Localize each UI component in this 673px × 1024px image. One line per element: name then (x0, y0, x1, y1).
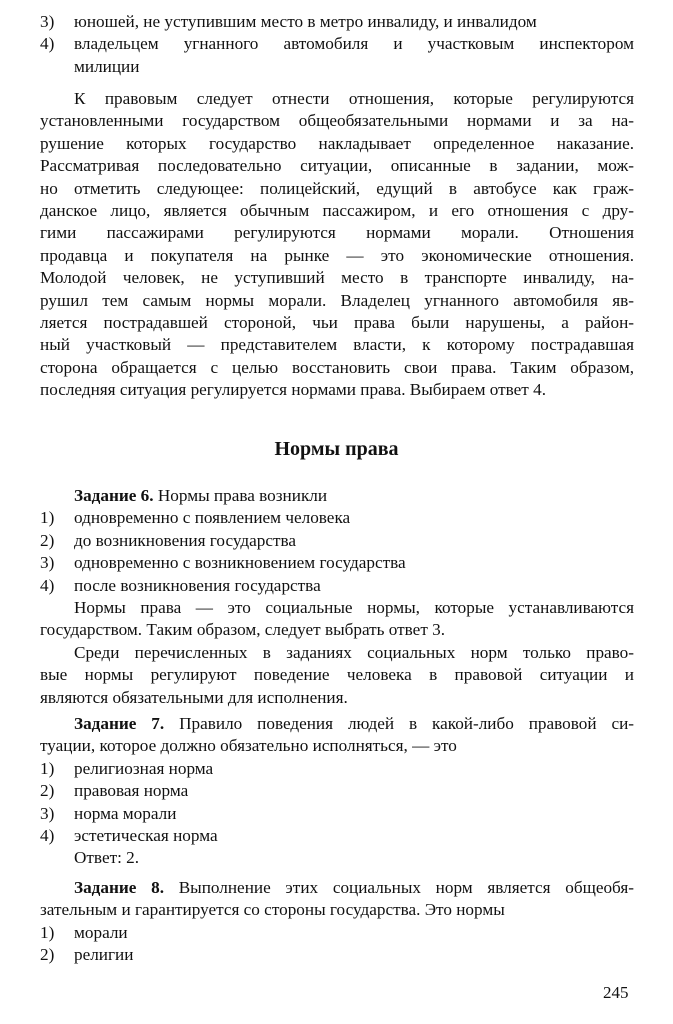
text-line: рушение которых государство накладывает определенное наказание. (40, 133, 634, 153)
section-title: Нормы права (274, 438, 399, 460)
text-line: гими пассажирами регулируются нормами морали. Отношения (40, 223, 634, 243)
text-line: Нормы права — это социальные нормы, которые устанавливаются (74, 597, 634, 617)
text-line: государством. Таким образом, следует выбрать ответ 3. (40, 620, 446, 640)
option-number: 2) (40, 945, 55, 965)
task-7-label: Задание 7. (74, 714, 165, 733)
option-number: 4) (40, 825, 55, 845)
task-6-label: Задание 6. (74, 486, 154, 505)
option-text: религии (74, 945, 134, 965)
task-6-question: Задание 6. Нормы права возникли (74, 486, 328, 505)
option-number: 2) (40, 781, 55, 801)
option-2 (40, 780, 634, 802)
task-7 (40, 713, 634, 870)
option-text: религиозная норма (74, 758, 214, 778)
option-4 (40, 575, 634, 597)
option-text: норма морали (74, 803, 177, 823)
option-number: 2) (40, 530, 55, 550)
option-text: правовая норма (74, 781, 189, 801)
option-number: 4) (40, 575, 55, 595)
text-line: вые нормы регулируют поведение человека в правовой ситуации и (40, 665, 634, 685)
option-1 (40, 922, 634, 944)
option-text: одновременно с появлением человека (74, 508, 351, 528)
text-line: рушил тем самым нормы морали. Владелец угнанного автомобиля яв- (40, 290, 634, 310)
option-3 (40, 552, 634, 574)
text-line: являются обязательными для исполнения. (40, 687, 348, 707)
option-text: эстетическая норма (74, 825, 218, 845)
option-text: до возникновения государства (74, 530, 296, 550)
text-line: но отметить следующее: полицейский, едущий в автобусе как граж- (40, 178, 634, 198)
option-3: 3) юношей, не уступившим место в метро инвалиду, и инвалидом (40, 12, 537, 31)
option-text: морали (74, 922, 128, 942)
task-8-question-cont: зательным и гарантируется со стороны государства. Это нормы (40, 900, 505, 920)
option-number: 3) (40, 803, 55, 823)
text-line: Среди перечисленных в заданиях социальных норм только право- (74, 642, 634, 662)
task-7-answer: Ответ: 2. (74, 848, 140, 868)
text-line: данское лицо, является обычным пассажиром, и его отношения с дру- (40, 200, 634, 220)
text-line: последняя ситуация регулируется нормами права. Выбираем ответ 4. (40, 380, 546, 400)
text-line: Рассматривая последовательно ситуации, описанные в задании, мож- (40, 156, 634, 176)
previous-task-options (40, 11, 634, 78)
page-number: 245 (603, 983, 629, 1002)
text-line: ляется пострадавшей стороной, чьи права были нарушены, а район- (40, 312, 634, 332)
option-4-continuation: милиции (74, 56, 140, 76)
task-8 (40, 877, 634, 967)
task-7-question: Задание 7. Правило поведения людей в какой-либо правовой си- (74, 714, 634, 733)
task-6 (40, 485, 634, 709)
option-4 (40, 825, 634, 847)
text-line: К правовым следует отнести отношения, которые регулируются (74, 89, 634, 108)
text-line: установленными государством общеобязательными нормами и за на- (40, 111, 634, 131)
text-line: ный участковый — представителем власти, к которому пострадавшая (40, 335, 634, 355)
option-number: 1) (40, 508, 55, 528)
option-4: 4) владельцем угнанного автомобиля и участковым инспектором (40, 34, 634, 54)
text-line: сторона обращается с целью восстановить свои права. Таким образом, (40, 357, 634, 377)
task-7-question-cont: туации, которое должно обязательно исполняться, — это (40, 736, 457, 756)
task-8-question: Задание 8. Выполнение этих социальных норм является общеобя- (74, 878, 635, 897)
option-2 (40, 530, 634, 552)
option-2 (40, 944, 634, 966)
option-1 (40, 758, 634, 780)
option-text: после возникновения государства (74, 575, 321, 595)
option-3 (40, 803, 634, 825)
text-line: Молодой человек, не уступивший место в транспорте инвалиду, на- (40, 268, 634, 288)
option-1 (40, 507, 634, 529)
text-line: продавца и покупателя на рынке — это экономические отношения. (40, 245, 634, 265)
option-number: 3) (40, 553, 55, 573)
option-text: одновременно с возникновением государства (74, 553, 406, 573)
task-8-label: Задание 8. (74, 878, 164, 897)
explanation-paragraph (40, 88, 634, 401)
option-number: 1) (40, 922, 55, 942)
option-number: 1) (40, 758, 55, 778)
